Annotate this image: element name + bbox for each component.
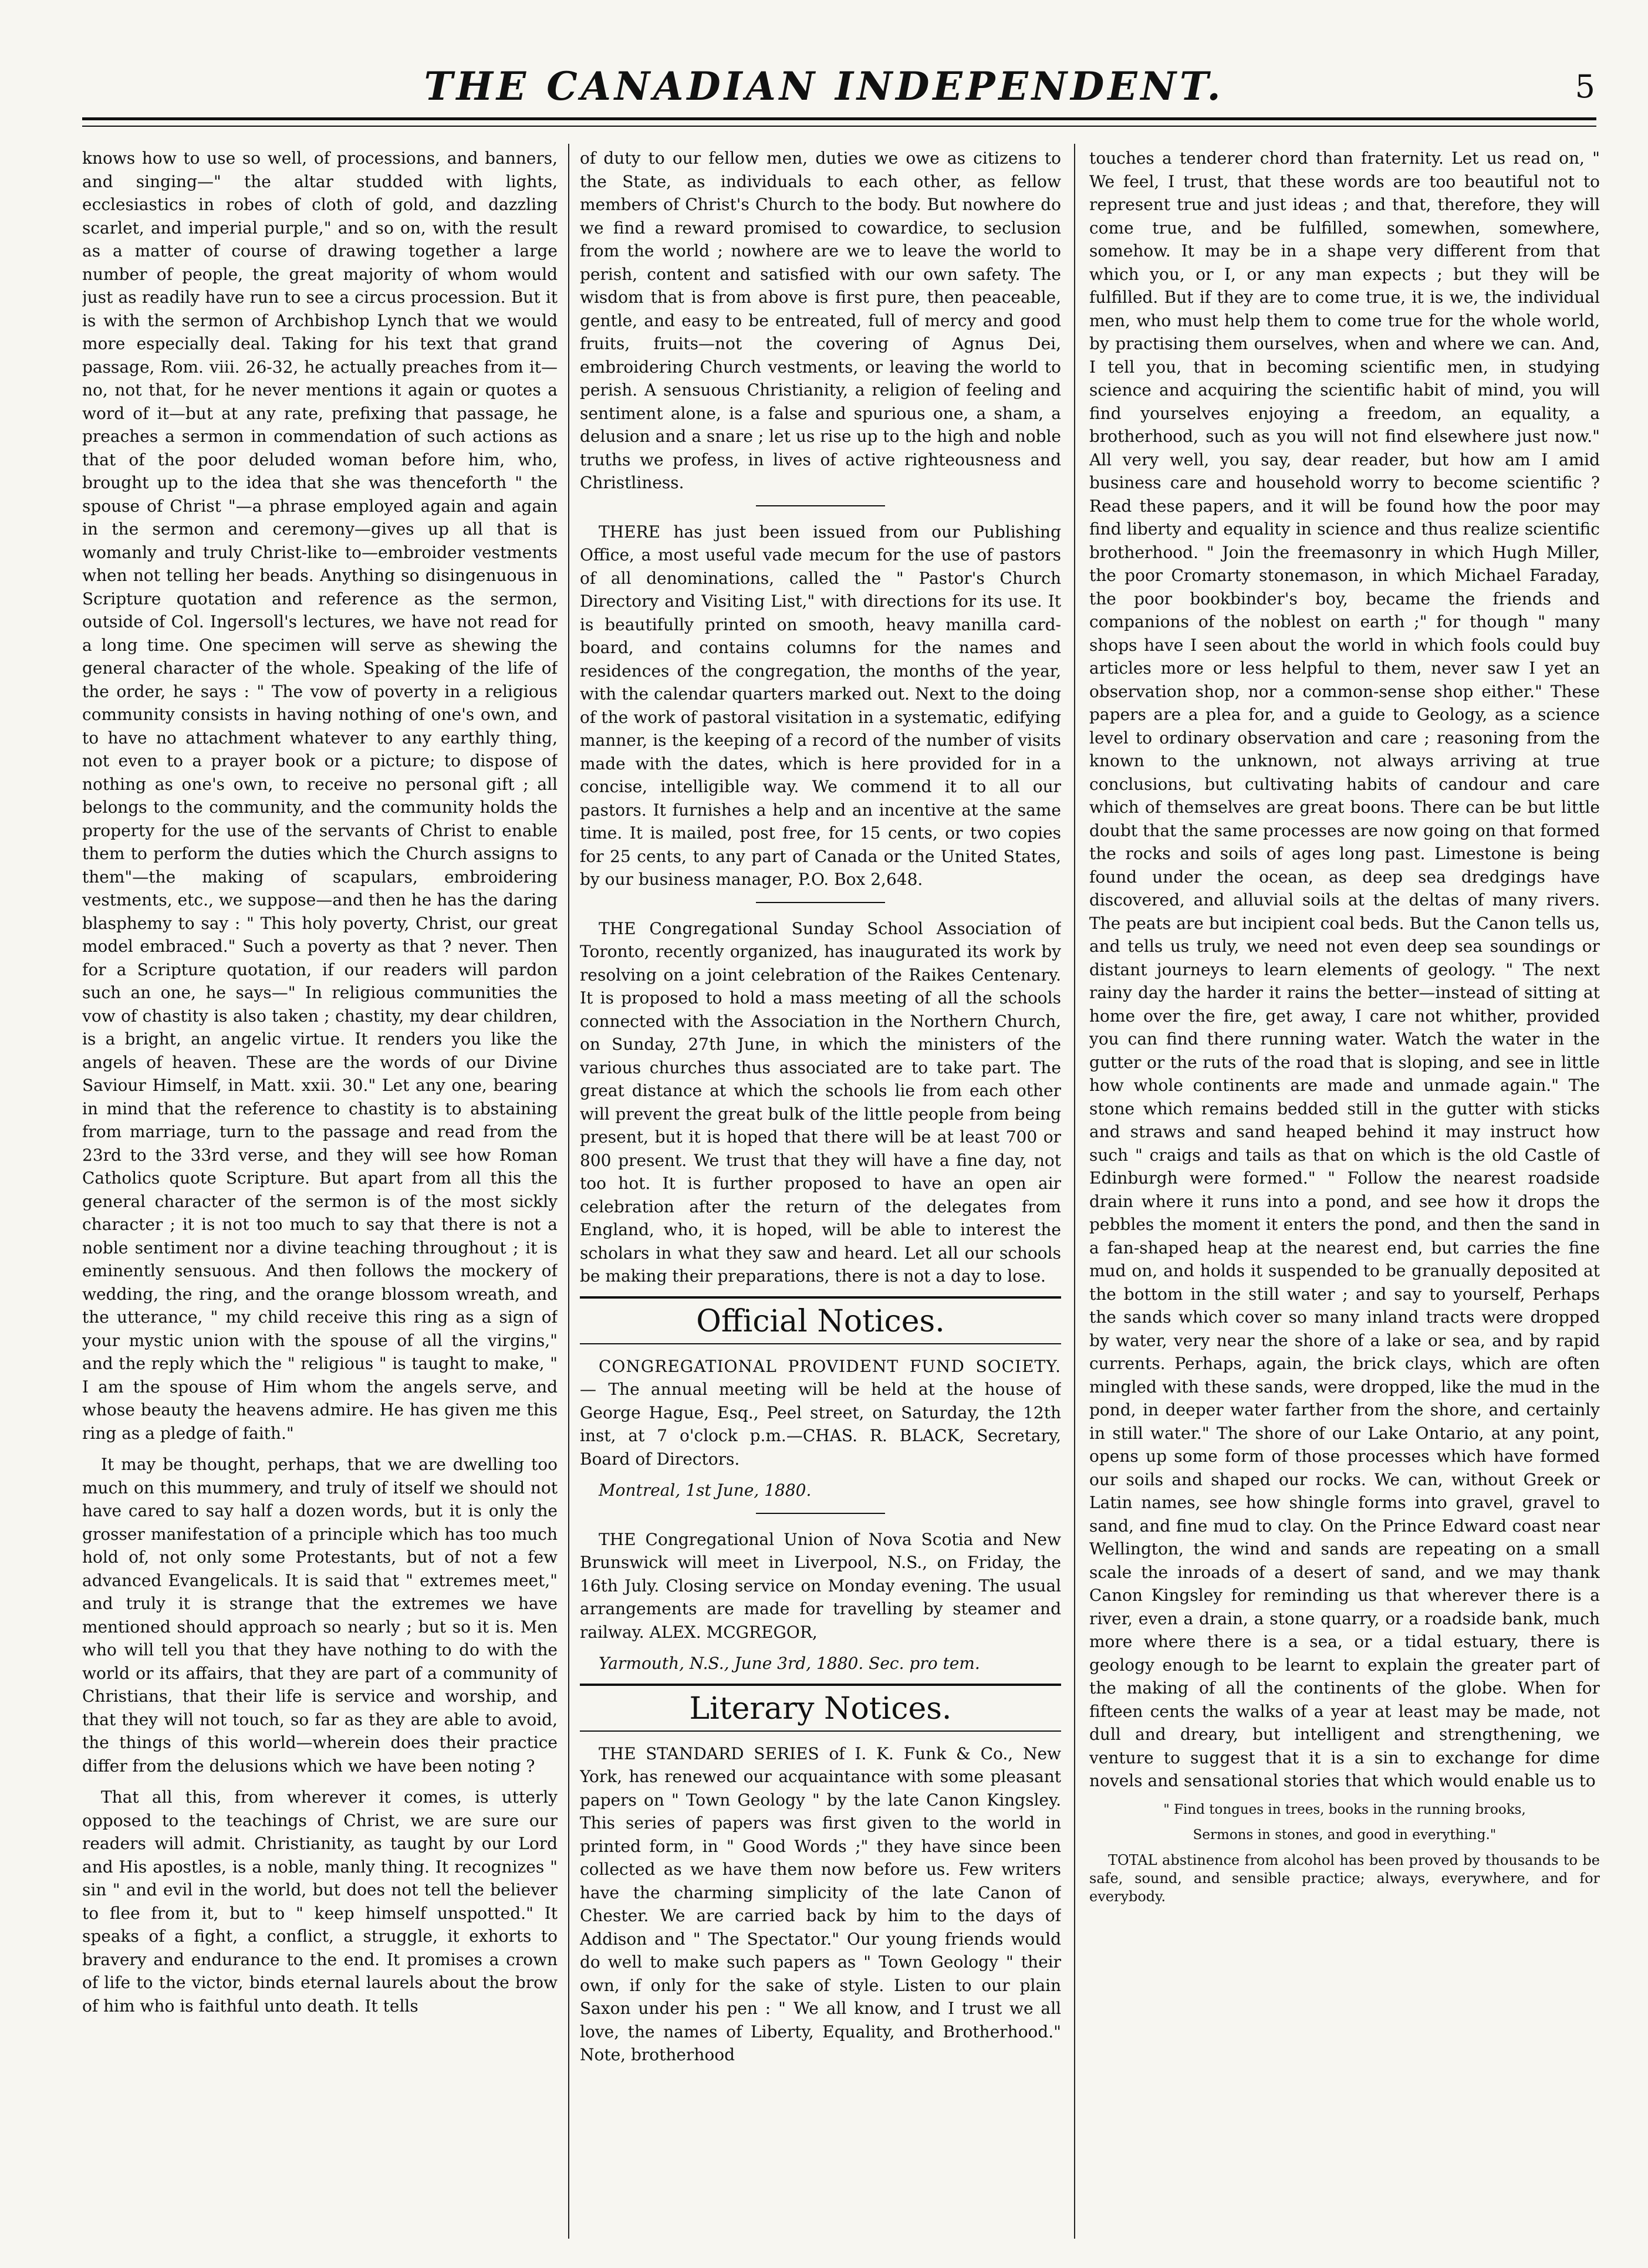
column-divider (568, 144, 569, 2239)
section-separator (756, 902, 885, 903)
article-paragraph: THE Congregational Sunday School Association of Toronto, recently organized, has inaugurated its work by resolving on a joint celebration of the Raikes Centenary. It is proposed to hold a mass meeting of all the schools connected with the Association in the Northern Church, on Sunday, 27th June, in which the ministers of the various churches thus associated are to take part. The great distance at which the schools lie from each other will prevent the great bulk of the little people from being present, but it is hoped that there will be at least 700 or 800 present. We trust that they will have a fine day, not too hot. It is further proposed to have an open air celebration after the return of the delegates from England, who, it is hoped, will be able to interest the scholars in what they saw and heard. Let all our schools be making their preparations, there is not a day to lose. (580, 918, 1061, 1286)
notice-paragraph (580, 1355, 1061, 1471)
notice-place-date: Yarmouth, N.S., June 3rd, 1880. Sec. pro tem. (599, 1654, 980, 1673)
article-paragraph: THE STANDARD SERIES of I. K. Funk & Co., New York, has renewed our acquaintance with some pleasant papers on " Town Geology " by the late Canon Kingsley. This series of papers was first given to the world in printed form, in " Good Words ;" they have since been collected as we have them now before us. Few writers have the charming simplicity of the late Canon of Chester. We are carried back by him to the days of Addison and " The Spectator." Our young friends would do well to make such papers as " Town Geology " their own, if only for the sake of style. Listen to our plain Saxon under his pen : " We all know, and I trust we all love, the names of Liberty, Equality, and Brotherhood." Note, brotherhood (580, 1743, 1061, 2064)
page-number: 5 (1575, 68, 1595, 105)
article-paragraph: touches a tenderer chord than fraternity. Let us read on, " We feel, I trust, that these words are too beautiful not to represent true and just ideas ; and that, therefore, they will come true, and be fulfilled, somewhen, somewhere, somehow. It may be in a shape very different from that which you, or I, or any man expects ; but they will be fulfilled. But if they are to come true, it is we, the individual men, who must help them to come true for the whole world, by practising them ourselves, when and where we can. And, I tell you, that in becoming scientific men, in studying science and acquiring the scientific habit of mind, you will find yourselves enjoying a freedom, an equality, a brotherhood, such as you will not find elsewhere just now." All very well, you say, dear reader, but how am I amid business care and household worry to become scientific ? Read these papers, and it will be found how the poor may find liberty and equality in science and thus realize scientific brotherhood. " Join the freemasonry in which Hugh Miller, the poor Cromarty stonemason, in which Michael Faraday, the poor bookbinder's boy, became the friends and companions of the noblest on earth ;" for though " many shops have I seen about the world in which fools could buy articles more or less helpful to them, never saw I yet an observation shop, nor a common-sense shop either." These papers are a plea for, and a guide to Geology, as a science level to ordinary observation and care ; reasoning from the known to the unknown, not always arriving at true conclusions, but cultivating habits of candour and care which of themselves are great boons. There can be but little doubt that the same processes are now going on that formed the rocks and soils of ages long past. Limestone is being found under the ocean, as deep sea dredgings have discovered, and alluvial soils at the deltas of many rivers. The peats are but incipient coal beds. But the Canon tells us, and tells us truly, we need not even deep sea soundings or distant journeys to learn elements of geology. " The next rainy day the harder it rains the better—instead of sitting at home over the fire, get away, I care not whither, provided you can find there running water. Watch the water in the gutter or the ruts of the road that is sloping, and see in little how whole continents are made and unmade again." The stone which remains bedded still in the gutter with sticks and straws and sand heaped behind it may instruct how such " craigs and tails as that on which is the old Castle of Edinburgh were formed." " Follow the nearest roadside drain where it runs into a pond, and see how it drops the pebbles the moment it enters the pond, and then the sand in a fan-shaped heap at the nearest end, but carries the fine mud on, and holds it suspended to be granually deposited at the bottom in the still water ; and say to yourself, Perhaps the sands which cover so many inland tracts were dropped by water, very near the shore of a lake or sea, and by rapid currents. Perhaps, again, the brick clays, which are often mingled with these sands, were dropped, like the mud in the pond, in deeper water farther from the shore, and certainly in still water." The shore of our Lake Ontario, at any point, opens up some form of those processes which have formed our soils and shaped our rocks. We can, without Greek or Latin names, see how shingle forms into gravel, gravel to sand, and fine mud to clay. On the Prince Edward coast near Wellington, the wind and sands are repeating on a small scale the inroads of a desert of sand, and we may thank Canon Kingsley for reminding us that wherever there is a river, even a drain, a stone quarry, or a roadside bank, much more where there is a sea, or a tidal estuary, there is geology enough to be learnt to explain the greater part of the making of all the continents of the globe. When for fifteen cents the walks of a year at least may be made, not dull and dreary, but intelligent and strengthening, we venture to suggest that it is a sin to exchange for dime novels and sensational stories that which would enable us to (1089, 148, 1600, 1790)
article-paragraph: It may be thought, perhaps, that we are dwelling too much on this mummery, and truly of itself we should not have cared to say half a dozen words, but it is only the grosser manifestation of a principle which has too much hold of, not only some Protestants, but of not a few advanced Evangelicals. It is said that " extremes meet," and truly it is strange that the extremes we have mentioned should approach so nearly ; but so it is. Men who will tell you that they have nothing to do with the world or its affairs, that they are part of a community of Christians, that their life is service and worship, and that they will not touch, so far as they are able to avoid, the things of this world—wherein does their practice differ from the delusions which we have been noting ? (82, 1455, 558, 1776)
notice-place-date: Montreal, 1st June, 1880. (599, 1481, 812, 1500)
poem-quote-line: Sermons in stones, and good in everything." (1193, 1827, 1497, 1843)
article-paragraph: of duty to our fellow men, duties we owe as citizens to the State, as individuals to each other, as fellow members of Christ's Church to the body. But nowhere do we find a reward promised to cowardice, to seclusion from the world ; nowhere are we to leave the world to perish, content and satisfied with our own safety. The wisdom that is from above is first pure, then peaceable, gentle, and easy to be entreated, full of mercy and good fruits, fruits—not the covering of Agnus Dei, embroidering Church vestments, or leaving the world to perish. A sensuous Christianity, a religion of feeling and sentiment alone, is a false and spurious one, a sham, a delusion and a snare ; let us rise up to the high and noble truths we profess, in lives of active righteousness and Christliness. (580, 148, 1061, 492)
column-divider (1074, 144, 1075, 2239)
column-2 (580, 147, 1061, 2236)
notice-body: The annual meeting will be held at the house of George Hague, Esq., Peel street, on Saturday, the 12th inst, at 7 o'clock p.m.—CHAS. R. BLACK, Secretary, Board of Directors. (580, 1380, 1061, 1469)
notice-paragraph: THE Congregational Union of Nova Scotia and New Brunswick will meet in Liverpool, N.S., on Friday, the 16th July. Closing service on Monday evening. The usual arrangements are made for travelling by steamer and railway. ALEX. MCGREGOR, (580, 1529, 1061, 1642)
literary-notices-heading: Literary Notices. (580, 1684, 1061, 1732)
article-paragraph: THERE has just been issued from our Publishing Office, a most useful vade mecum for the use of pastors of all denominations, called the " Pastor's Church Directory and Visiting List," with directions for its use. It is beautifully printed on smooth, heavy manilla card-board, and contains columns for the names and residences of the congregation, the months of the year, with the calendar quarters marked out. Next to the doing of the work of pastoral visitation in a systematic, edifying manner, is the keeping of a record of the number of visits made with the dates, which is here provided for in a concise, intelligible way. We commend it to all our pastors. It furnishes a help and an incentive at the same time. It is mailed, post free, for 15 cents, or two copies for 25 cents, to any part of Canada or the United States, by our business manager, P.O. Box 2,648. (580, 522, 1061, 889)
poem-quote-line: " Find tongues in trees, books in the running brooks, (1163, 1801, 1526, 1817)
article-paragraph: TOTAL abstinence from alcohol has been proved by thousands to be safe, sound, and sensible practice; always, everywhere, and for everybody. (1089, 1851, 1600, 1905)
header-rule-thick (82, 117, 1596, 120)
header-rule-thin (82, 126, 1596, 127)
section-separator (756, 1513, 885, 1514)
column-1 (82, 147, 558, 2236)
article-paragraph: knows how to use so well, of processions, and banners, and singing—" the altar studded with lights, ecclesiastics in robes of cloth of gold, and dazzling scarlet, and imperial purple," and so on, with the result as a matter of course of drawing together a large number of people, the great majority of whom would just as readily have run to see a circus procession. But it is with the sermon of Archbishop Lynch that we would more especially deal. Taking for his text that grand passage, Rom. viii. 26-32, he actually preaches from it—no, not that, for he never mentions it again or quotes a word of it—but at any rate, prefixing that passage, he preaches a sermon in commendation of such actions as that of the poor deluded woman before him, who, brought up to the idea that she was thenceforth " the spouse of Christ "—a phrase employed again and again in the sermon and ceremony—gives up all that is womanly and truly Christ-like to—embroider vestments when not telling her beads. Anything so disingenuous in Scripture quotation and reference as the sermon, outside of Col. Ingersoll's lectures, we have not read for a long time. One specimen will serve as shewing the general character of the whole. Speaking of the life of the order, he says : " The vow of poverty in a religious community consists in having nothing of one's own, and to have no attachment whatever to any earthly thing, not even to a prayer book or a picture; to dispose of nothing as one's own, to receive no personal gift ; all belongs to the community, and the community holds the property for the use of the servants of Christ to enable them to perform the duties which the Church assigns to them"—the making of scapulars, embroidering vestments, etc., we suppose—and then he has the daring blasphemy to say : " This holy poverty, Christ, our great model embraced." Such a poverty as that ? never. Then for a Scripture quotation, if our readers will pardon such an one, he says—" In religious communities the vow of chastity is also taken ; chastity, my dear children, is a bright, an angelic virtue. It renders you like the angels of heaven. These are the words of our Divine Saviour Himself, in Matt. xxii. 30." Let any one, bearing in mind that the reference to chastity is to abstaining from marriage, turn to the passage and read from the 23rd to the 33rd verse, and they will see how Roman Catholics quote Scripture. But apart from all this the general character of the sermon is of the most sickly character ; it is not too much to say that there is not a noble sentiment nor a divine teaching throughout ; it is eminently sensuous. And then follows the mockery of wedding, the ring, and the orange blossom wreath, and the utterance, " my child receive this ring as a sign of your mystic union with the spouse of all the virgins," and the reply which the " religious " is taught to make, " I am the spouse of Him whom the angels serve, and whose beauty the heavens admire. He has given me this ring as a pledge of faith." (82, 148, 558, 1443)
article-paragraph: That all this, from wherever it comes, is utterly opposed to the teachings of Christ, we are sure our readers will admit. Christianity, as taught by our Lord and His apostles, is a noble, manly thing. It recognizes " sin " and evil in the world, but does not tell the believer to flee from it, but to " keep himself unspotted." It speaks of a fight, a conflict, a struggle, it exhorts to bravery and endurance to the end. It promises a crown of life to the victor, binds eternal laurels about the brow of him who is faithful unto death. It tells (82, 1787, 558, 2016)
notice-lead: CONGREGATIONAL PROVIDENT FUND SOCIETY.— (580, 1356, 1061, 1399)
official-notices-heading: Official Notices. (580, 1296, 1061, 1344)
page-title: THE CANADIAN INDEPENDENT. (424, 63, 1224, 109)
column-3 (1089, 147, 1600, 2236)
section-separator (756, 505, 885, 506)
